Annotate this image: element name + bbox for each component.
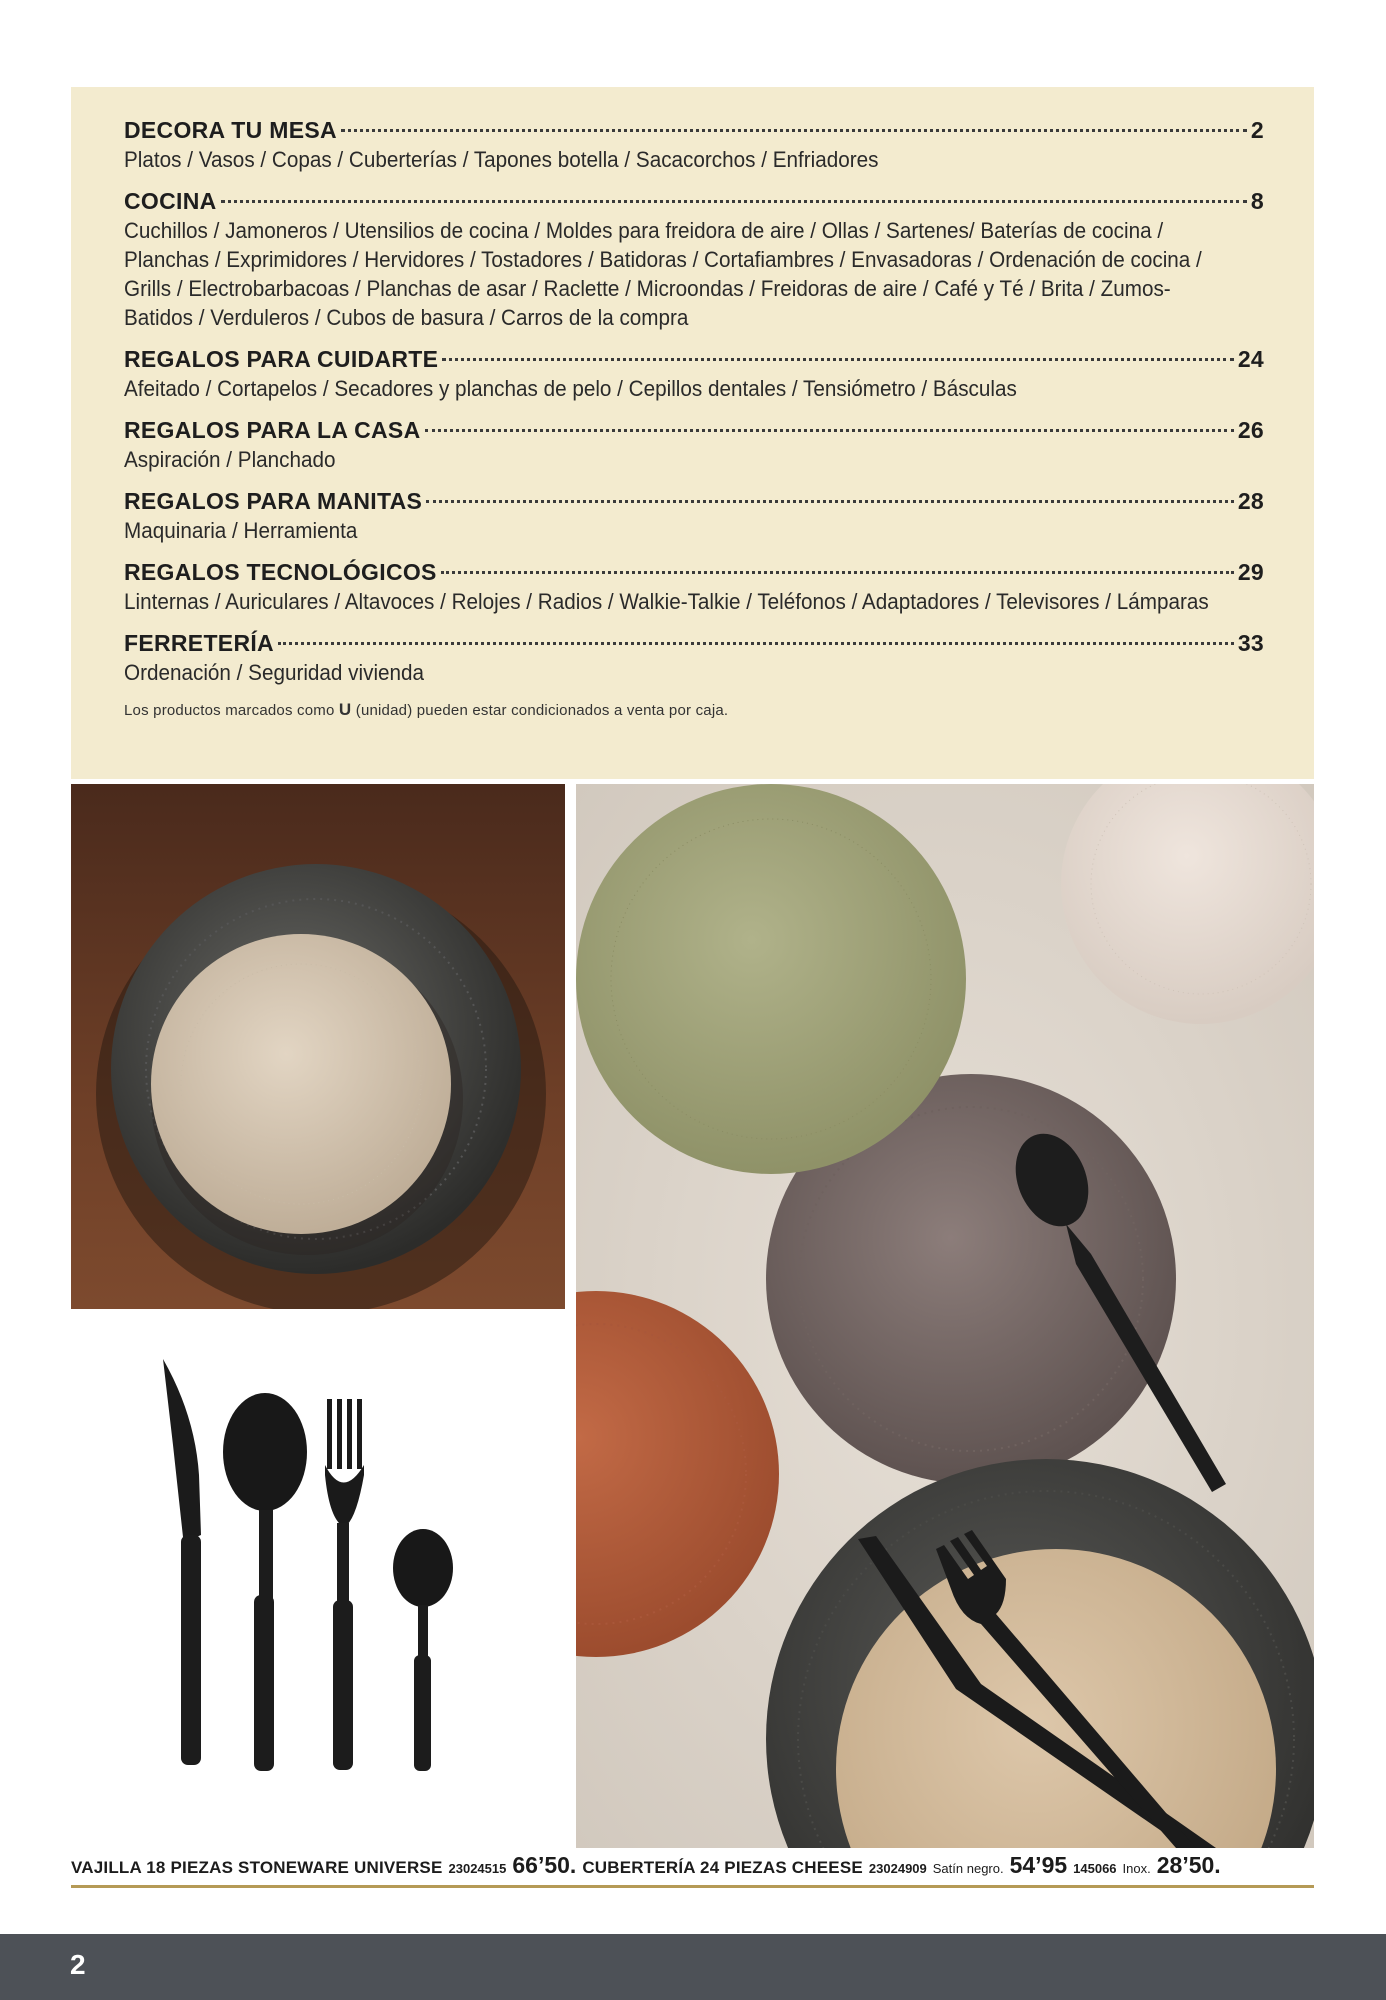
section-title[interactable]: FERRETERÍA (124, 630, 274, 656)
note-text: (unidad) pueden estar condicionados a venta por caja. (355, 702, 729, 719)
product-ref: 145066 (1073, 1861, 1117, 1876)
page-footer (0, 1934, 1386, 2000)
section-title[interactable]: REGALOS PARA CUIDARTE (124, 346, 439, 372)
toc-section[interactable] (124, 187, 1264, 332)
toc-section[interactable] (124, 629, 1264, 687)
product-price: 28’50. (1156, 1852, 1221, 1878)
section-title[interactable]: REGALOS PARA MANITAS (124, 488, 423, 514)
plates-brown-photo (71, 784, 565, 1309)
section-page: 24 (1237, 346, 1264, 372)
unit-mark: U (338, 700, 352, 719)
section-items: Cuchillos / Jamoneros / Utensilios de cocina / Moldes para freidora de aire / Ollas / Sartenes/ Baterías de cocina / Planchas / Exprimidores / Hervidores / Tostadores / Batidoras / Cortafiambres / Envasadoras / Ordenación de cocina / Grills / Electrobarbacoas / Planchas de asar / Raclette / Microondas / Freidoras de aire / Café y Té / Brita / Zumos-Batidos / Verduleros / Cubos de basura / Carros de la compra (124, 218, 1202, 330)
product-ref: 23024909 (868, 1861, 927, 1876)
cutlery-photo (71, 1325, 565, 1845)
section-page: 8 (1250, 188, 1264, 214)
section-page: 33 (1237, 630, 1264, 656)
section-page: 2 (1250, 117, 1264, 143)
section-title[interactable]: DECORA TU MESA (124, 117, 337, 143)
dot-leader (442, 358, 1234, 361)
section-title[interactable]: REGALOS TECNOLÓGICOS (124, 559, 437, 585)
dot-leader (341, 129, 1247, 132)
tableware-flatlay-photo (576, 784, 1314, 1848)
dot-leader (221, 200, 1247, 203)
unit-note (124, 700, 1264, 720)
dot-leader (425, 429, 1234, 432)
section-page: 28 (1237, 488, 1264, 514)
product-name: VAJILLA 18 PIEZAS STONEWARE UNIVERSE (71, 1858, 443, 1877)
section-page: 26 (1237, 417, 1264, 443)
table-of-contents (71, 87, 1314, 779)
product-variant: Satín negro. (932, 1861, 1004, 1876)
section-items: Ordenación / Seguridad vivienda (124, 660, 425, 685)
dot-leader (441, 571, 1234, 574)
section-items: Maquinaria / Herramienta (124, 518, 358, 543)
toc-section[interactable] (124, 116, 1264, 174)
product-variant: Inox. (1122, 1861, 1151, 1876)
divider (71, 1885, 1314, 1888)
product-ref: 23024515 (448, 1861, 507, 1876)
product-caption (71, 1852, 1314, 1879)
dot-leader (426, 500, 1234, 503)
page-number: 2 (70, 1949, 86, 1980)
section-items: Afeitado / Cortapelos / Secadores y planchas de pelo / Cepillos dentales / Tensiómetro / Básculas (124, 376, 1017, 401)
section-items: Platos / Vasos / Copas / Cuberterías / Tapones botella / Sacacorchos / Enfriadores (124, 147, 879, 172)
toc-section[interactable] (124, 558, 1264, 616)
product-price: 66’50. (512, 1852, 577, 1878)
product-price: 54’95 (1009, 1852, 1068, 1878)
toc-section[interactable] (124, 487, 1264, 545)
product-name: CUBERTERÍA 24 PIEZAS CHEESE (582, 1858, 863, 1877)
section-title[interactable]: REGALOS PARA LA CASA (124, 417, 421, 443)
note-text: Los productos marcados como (124, 702, 335, 719)
section-items: Linternas / Auriculares / Altavoces / Relojes / Radios / Walkie-Talkie / Teléfonos / Adaptadores / Televisores / Lámparas (124, 589, 1209, 614)
section-items: Aspiración / Planchado (124, 447, 336, 472)
dot-leader (278, 642, 1234, 645)
section-page: 29 (1237, 559, 1264, 585)
toc-section[interactable] (124, 345, 1264, 403)
section-title[interactable]: COCINA (124, 188, 217, 214)
toc-section[interactable] (124, 416, 1264, 474)
